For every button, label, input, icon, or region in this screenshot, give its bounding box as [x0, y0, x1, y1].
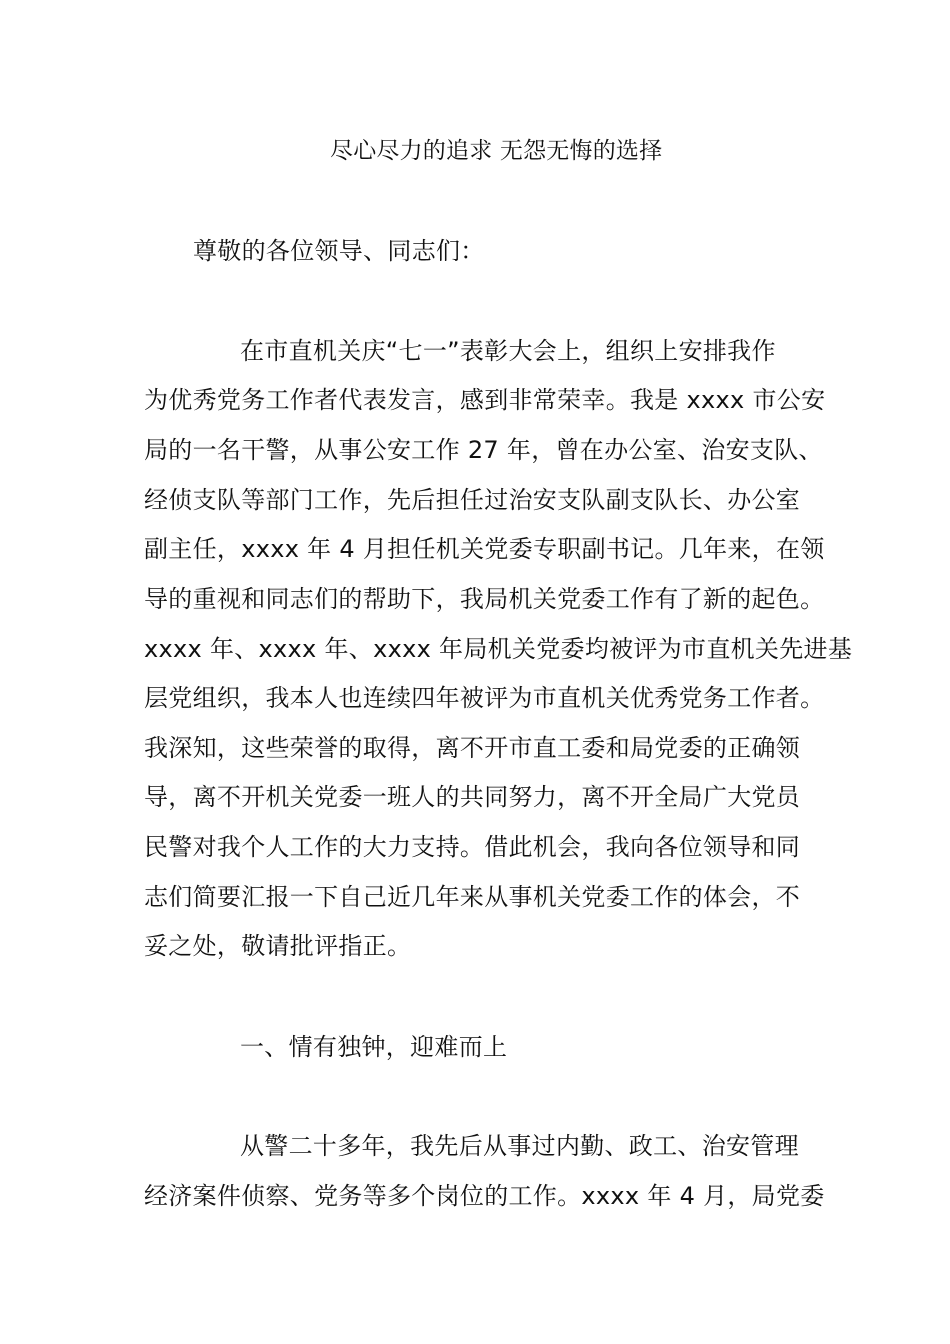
paragraph-line: 从警二十多年，我先后从事过内勤、政工、治安管理 [240, 1132, 799, 1160]
paragraph-line: 在市直机关庆“七一”表彰大会上，组织上安排我作 [240, 337, 776, 365]
paragraph-line: 妥之处，敬请批评指正。 [144, 932, 412, 960]
paragraph-line: 经侦支队等部门工作，先后担任过治安支队副支队长、办公室 [144, 486, 801, 514]
paragraph-line: 志们简要汇报一下自己近几年来从事机关党委工作的体会，不 [144, 883, 801, 911]
salutation: 尊敬的各位领导、同志们： [193, 237, 485, 265]
paragraph-line: 副主任，xxxx 年 4 月担任机关党委专职副书记。几年来，在领 [144, 535, 825, 563]
paragraph-line: xxxx 年、xxxx 年、xxxx 年局机关党委均被评为市直机关先进基 [144, 635, 853, 663]
paragraph-line: 我深知，这些荣誉的取得，离不开市直工委和局党委的正确领 [144, 734, 801, 762]
paragraph-line: 民警对我个人工作的大力支持。借此机会，我向各位领导和同 [144, 833, 801, 861]
paragraph-line: 局的一名干警，从事公安工作 27 年，曾在办公室、治安支队、 [144, 436, 823, 464]
paragraph-line: 导的重视和同志们的帮助下，我局机关党委工作有了新的起色。 [144, 585, 825, 613]
paragraph-line: 为优秀党务工作者代表发言，感到非常荣幸。我是 xxxx 市公安 [144, 386, 826, 414]
section-heading: 一、情有独钟，迎难而上 [240, 1033, 508, 1061]
paragraph-line: 层党组织，我本人也连续四年被评为市直机关优秀党务工作者。 [144, 684, 825, 712]
paragraph-line: 导，离不开机关党委一班人的共同努力，离不开全局广大党员 [144, 783, 801, 811]
document-title: 尽心尽力的追求 无怨无悔的选择 [330, 138, 663, 164]
paragraph-line: 经济案件侦察、党务等多个岗位的工作。xxxx 年 4 月，局党委 [144, 1182, 825, 1210]
